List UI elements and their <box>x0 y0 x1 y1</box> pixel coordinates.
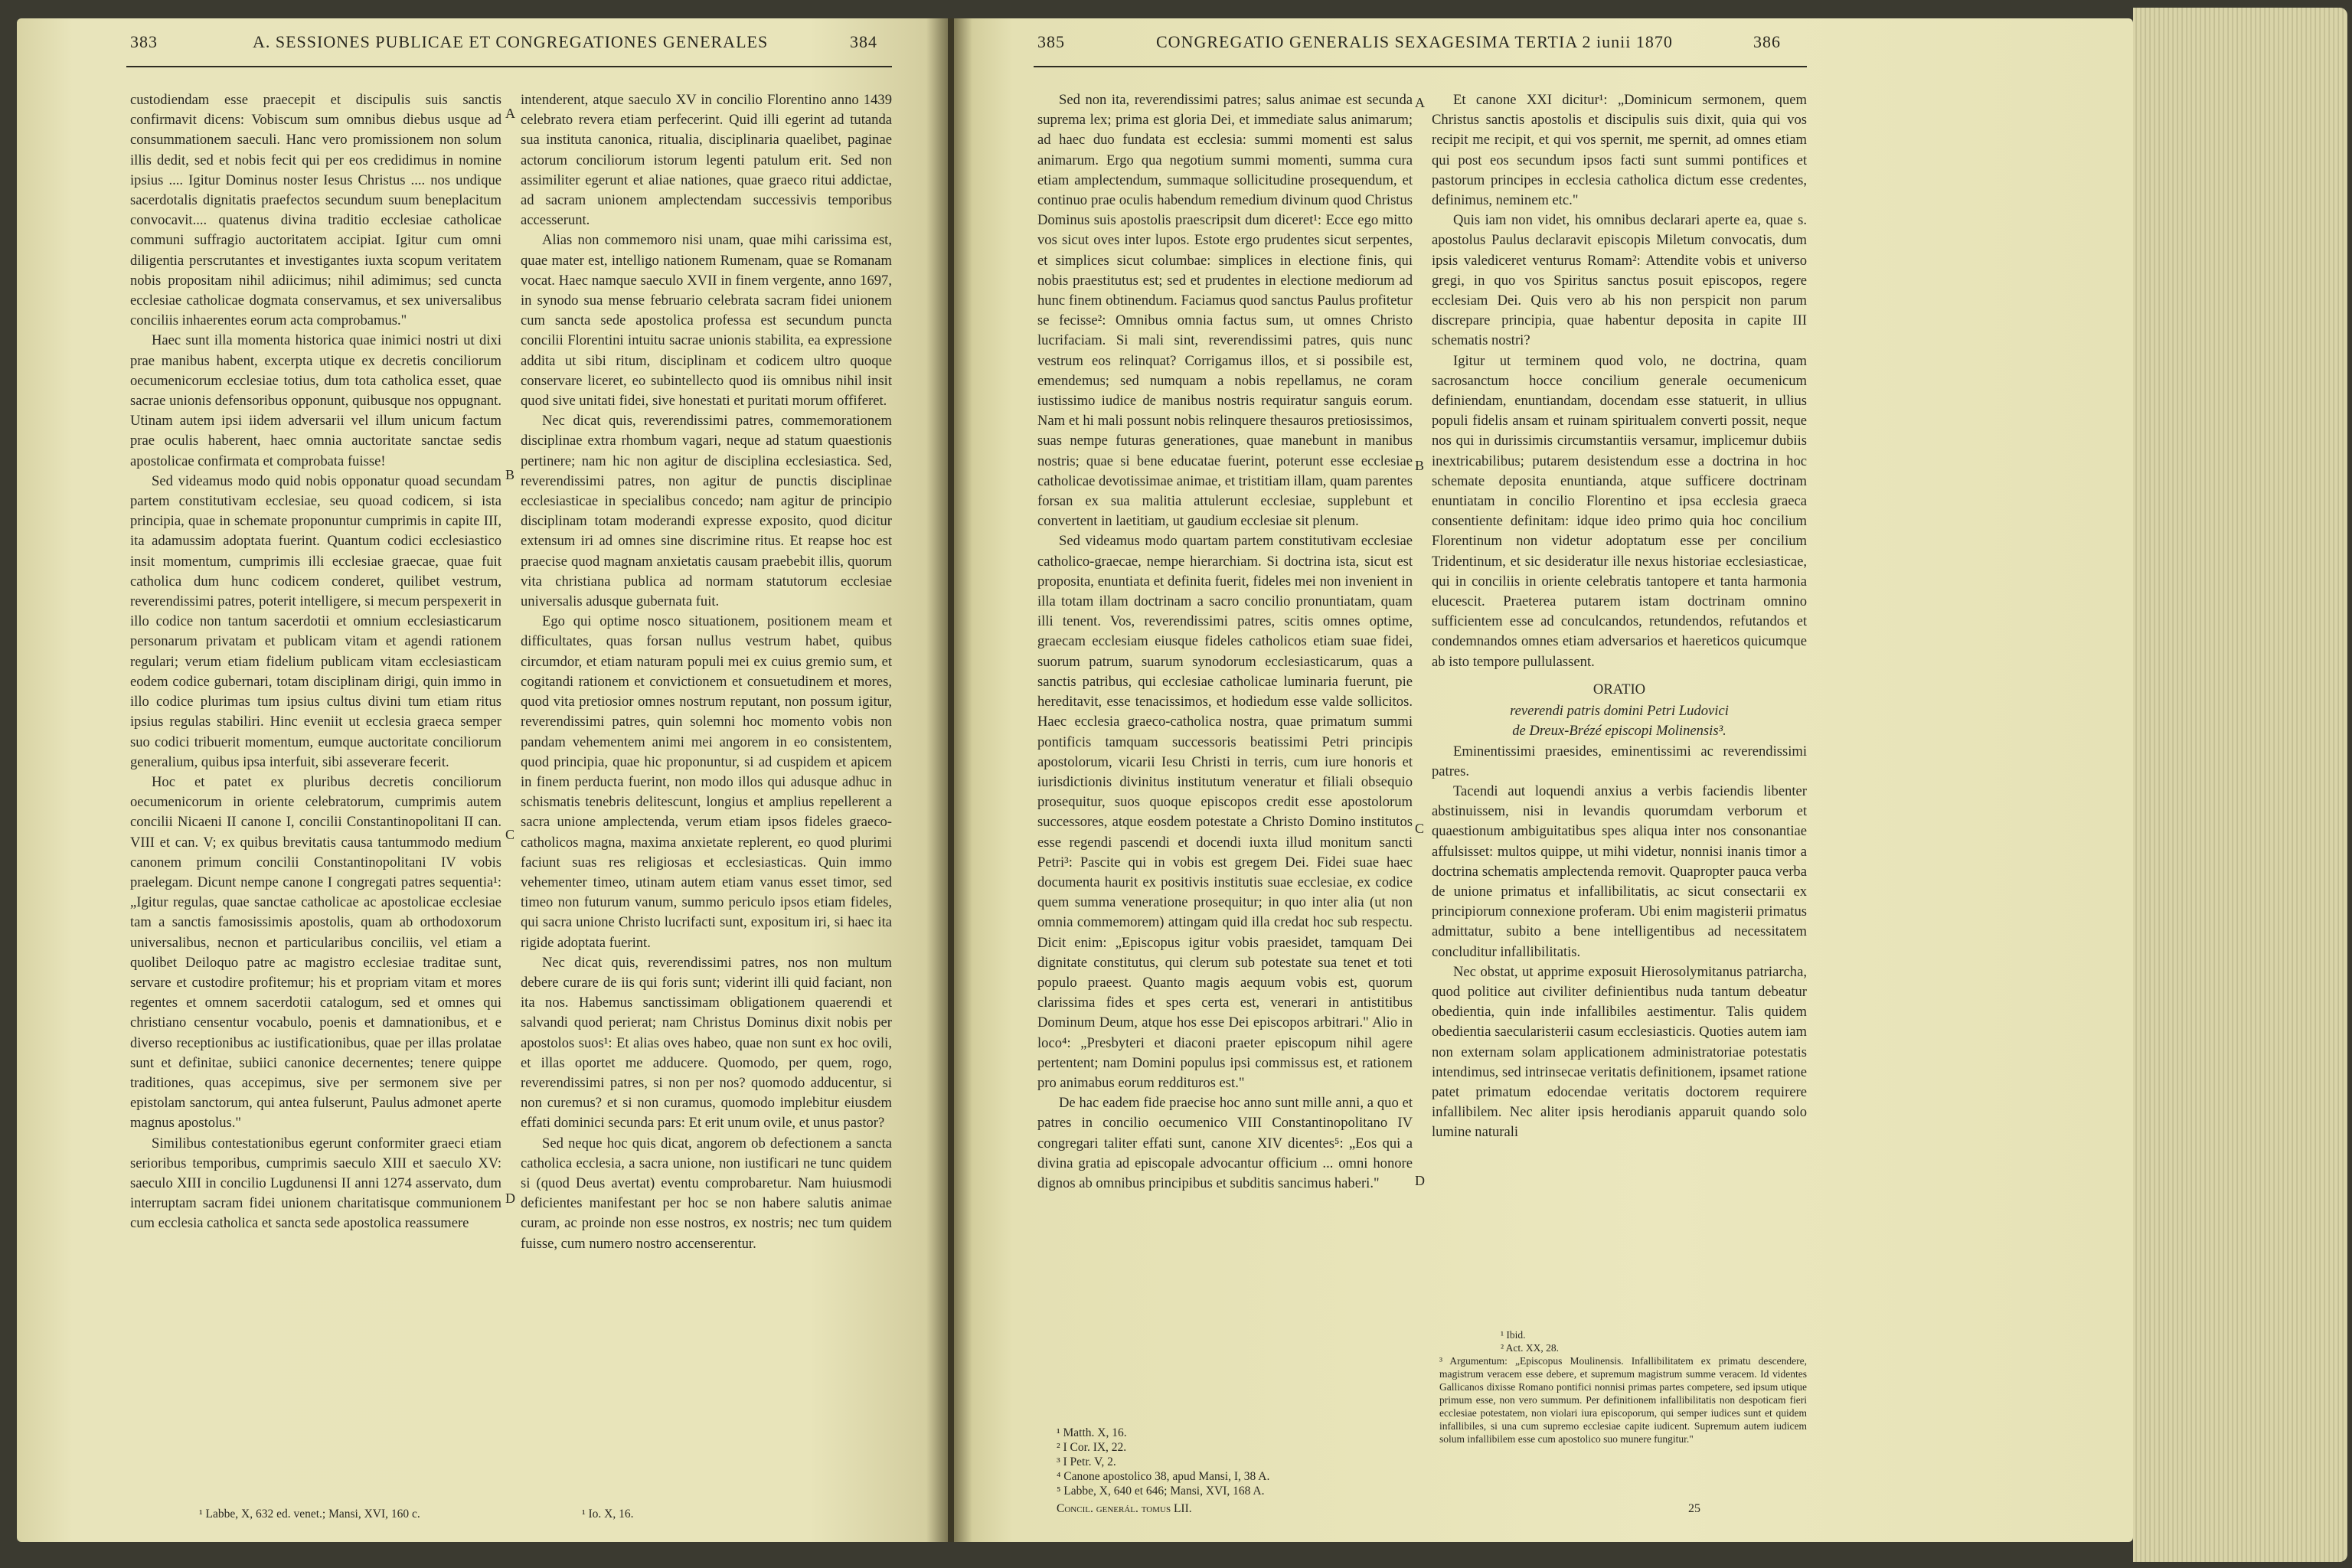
left-page-number-inner: 384 <box>850 32 877 51</box>
signature-page-number: 25 <box>1688 1502 1700 1515</box>
footnote: ² I Cor. IX, 22. <box>1057 1441 1127 1454</box>
margin-letter-a-left: A <box>505 106 515 121</box>
footnote: ² Act. XX, 28. <box>1501 1342 1560 1354</box>
paragraph: Igitur ut terminem quod volo, ne doctrina, quam sacrosanctum hocce concilium generale oecumenicum definiendam, enuntiandam, docendam esse statuerit, in ullius populi fidelis ansam et ruinam spiritualem converti possit, neque nos qui in durissimis circumstantiis versamur, implicemur dubiis inextricabilibus; putarem desistendum esse a doctrina in hoc schemate deposita enuntianda, atque sufficere doctrinam enuntiatam in concilio Florentino et ipsa ecclesia graeca consentiente definitam: idque ideo primo quia hoc concilium Florentinum non videtur adoptatum esse per concilium Tridentinum, et sic desideratur ille nexus historiae ecclesiasticae, qui in conciliis in oriente celebratis tantopere et tanta harmonia elucescit. Praeterea putarem istam doctrinam omnino sufficientem esse ad conculcandos, retundendos, refutandos et condemnandos omnes etiam adversarios et haereticos quicumque ab isto tempore pullulassent. <box>1432 352 1807 670</box>
paragraph: Sed videamus modo quartam partem constitutivam ecclesiae catholico-graecae, nempe hierarchiam. Si doctrina ista, sicut est proposita, enuntiata et definita fuerit, fideles mei non invenient in illa totam illam doctrinam a sacro concilio pronuntiatam, quam illi tenent. Vos, reverendissimi patres, scitis omnes optime, graecam ecclesiam eiusque fideles catholicos etiam suae fidei, suorum patrum, suarum synodorum ecclesiasticarum, quas a sanctis patribus, qui ecclesiae catholicae luminaria fuerunt, pie hereditavit, esse tenacissimos, et hodiedum esse valde sollicitos. Haec ecclesia graeco-catholica nostra, quae primatum summi pontificis tamquam successoris beatissimi Petri principis apostolorum, vicarii Iesu Christi in terris, cum iure honoris et iurisdictionis divinitus institutum veneratur et filiali obsequio prosequitur, suos quoque episcopos credit esse apostolorum successores, atque eosdem potestate a Christo Domino institutos esse regendi pascendi et docendi iuxta illud monitum sancti Petri³: Pascite qui in vobis est gregem Dei. Fidei suae haec documenta haurit ex positivis institutis suae ecclesiae, ex codice quem summa veneratione prosequitur; in quo inter alia (ut non omnia commemorem) attingam quid illa credat hoc sub respectu. Dicit enim: „Episcopus igitur vobis praesidet, tamquam Dei dignitate constitutus, qui clerum sub potestate sua tenet et toti populo praeest. Quanto magis aequum vobis est, quorum clarissima fides et spes certa est, venerari in antistitibus Dominum Deum, atque hos esse Dei episcopos arbitrari." Alio in loco⁴: „Presbyteri et diaconi praeter episcopum nihil agere pertentent; nam Domini populus ipsi commissus est, et rationem pro animabus eorum reddituros est." <box>1037 533 1413 1091</box>
margin-letter-b-left: B <box>505 467 515 482</box>
margin-letter-c-left: C <box>505 827 515 842</box>
footnote: ¹ Matth. X, 16. <box>1057 1426 1127 1439</box>
margin-letter-d-left: D <box>505 1191 515 1206</box>
margin-letter-d-right: D <box>1415 1173 1425 1188</box>
left-running-head: A. SESSIONES PUBLICAE ET CONGREGATIONES GENERALES <box>253 32 769 51</box>
paragraph: Hoc et patet ex pluribus decretis conciliorum oecumenicorum in oriente celebratorum, cumprimis autem concilii Nicaeni II canone I, concilii Constantinopolitani II can. VIII et can. V; ex quibus brevitatis causa tantummodo medium canonem primum concilii Constantinopolitani IV vobis praelegam. Dicunt nempe canone I congregati patres sequentia¹: „Igitur regulas, quae sanctae catholicae ac apostolicae ecclesiae tam a sanctis famosissimis apostolis, quam ab orthodoxorum universalibus, necnon et particularibus conciliis, vel etiam a quolibet Deiloquo patre ac magistro ecclesiae traditae sunt, servare et custodire profitemur; his et propriam vitam et mores regentes et omnem sacerdotii catalogum, sed et omnes qui christiano censentur vocabulo, poenis et damnationibus, et e diverso receptionibus ac iustificationibus, quae per illas prolatae sunt et definitae, subiici canonice decernentes; tenere quippe traditiones, quas accepimus, sive per sermonem sive per epistolam sanctorum, qui antea fulserunt, Paulus admonet aperte magnus apostolus." <box>130 773 501 1132</box>
footnote: ⁴ Canone apostolico 38, apud Mansi, I, 38 A. <box>1057 1470 1270 1483</box>
right-header-rule <box>1034 66 1807 67</box>
paragraph: Haec sunt illa momenta historica quae inimici nostri ut dixi prae manibus habent, excerpta utique ex decretis conciliorum oecumenicorum ecclesiae totius, dum tota catholica esset, quae sacrae unionis defensoribus opponunt, quibusque nos oppugnant. Utinam autem ipsi iidem adversarii vel illum unicum factum prae oculis haberent, haec omnia auctoritate sanctae sedis apostolicae confirmata et comprobata fuisse! <box>130 332 501 469</box>
paragraph: Alias non commemoro nisi unam, quae mihi carissima est, quae mater est, intelligo nationem Rumenam, quae se Romanam vocat. Haec namque saeculo XVII in finem vergente, anno 1697, in synodo sua mense februario celebrata sacram fidei unionem cum sancta sede apostolica professa est secundum puncta concilii Florentini intuitu sacrae unionis stabilita, ea expressione addita ut sibi ritum, disciplinam et codicem ultro quoque conservare liceret, eo subintellecto quod iis omnibus nihil insit quod sive unitati fidei, sive honestati et puritati morum offiferet. <box>521 232 892 410</box>
paragraph: Sed videamus modo quid nobis opponatur quoad secundam partem constitutivam ecclesiae, seu quoad codicem, si ista principia, quae in schemate proponuntur cumprimis in capite III, ita adamussim adoptata fuerint. Quantum codici ecclesiastico insit momentum, cumprimis illi ecclesiae graecae, quae fuit catholica dum hunc codicem conderet, quilibet vestrum, reverendissimi patres, poterit intelligere, si mecum perspexerit in illo codice non tantum sacerdotii et omnium ecclesiasticarum personarum privatam et publicam vitam et agendi rationem regulari; verum etiam fidelium publicam vitam ecclesiasticam eodem codice gubernari, totam disciplinam dirigi, quin immo in illo codice plurimas tum ipsius cultus divini tum etiam ritus ipsius regulas stabiliri. Hinc eveniit ut ecclesia graeca semper suo codici tribuerit momentum, eumque auctoritate conciliorum generalium, quibus ipsa interfuit, sibi asseverare fecerit. <box>130 472 501 770</box>
paragraph: Nec dicat quis, reverendissimi patres, nos non multum debere curare de iis qui foris sunt; viderint illi quid faciant, non ita nos. Habemus sanctissimam obligationem quaerendi et salvandi quod perierat; nam Christus Dominus dixit nobis per apostolos suos¹: Et alias oves habeo, quae non sunt ex hoc ovili, et illas oportet me adducere. Quomodo, per quem, rogo, reverendissimi patres, si non per nos? quomodo adducentur, si non curemus? et si non curamus, quomodo implebitur eiusdem effati dominici secunda pars: Et erit unum ovile, et unus pastor? <box>521 954 892 1132</box>
paragraph: Eminentissimi praesides, eminentissimi ac reverendissimi patres. <box>1432 743 1807 779</box>
paragraph: Sed non ita, reverendissimi patres; salus animae est secunda suprema lex; prima est gloria Dei, et immediate salus animarum; ad haec duo fundata est ecclesia: summi momenti est salus animarum. Ergo qua negotium summi momenti, summa cura etiam amplectendum, summaque sollicitudine prosequendum, et continuo prae oculis habendum remedium divinum quod Christus Dominus suis apostolis praescripsit dum diceret¹: Ecce ego mitto vos sicut oves inter lupos. Estote ergo prudentes sicut serpentes, et simplices sicut columbae: simplices in electione finis, qui nobis praestitutus est; sed et prudentes in electione mediorum ad hunc finem obtinendum. Faciamus quod sanctus Paulus profitetur se fecisse²: Omnibus omnia factus sum, ut omnes Christo lucrifaciam. Si mali sint, reverendissimi patres, quis nunc vestrum eos relinquat? Corrigamus illos, et si possibile est, emendemus; sed numquam a nobis repellamus, ne coram iustissimo iudice de manibus nostris requiratur sanguis eorum. Nam et hi mali possunt nobis relinquere thesauros pretiosissimos, suas nempe futuras generationes, quae manebunt in manibus nostris; quae si bene educatae fuerint, poterunt esse ecclesiae catholicae devotissimae animae, et tristitiam illam, quam parentes forsan ex sua malitia attulerunt ecclesiae, supplebunt et convertent in laetitiam, ut gaudium ecclesiae sit plenum. <box>1037 92 1413 530</box>
footnote: ¹ Ibid. <box>1501 1329 1526 1341</box>
paragraph: Ego qui optime nosco situationem, positionem meam et difficultates, quas forsan nullus vestrum habet, quibus circumdor, et etiam naturam populi mei ex cuius gremio sum, et cogitandi rationem et convictionem et consuetudinem et mores, quod vita pretiosior omnes nostrum reputant, non possum igitur, reverendissimi patres, quin solemni hoc momento vobis non pandam vehementem animi mei angorem in eo consistentem, quod principia, quae hic proponuntur, si ad cuspidem et apicem in finem perducta fuerint, non modo illos qui adusque adhuc in schismatis tenebris delitescunt, longius et amplius repellerent a sacra unione amplectenda, verum etiam ipsos fideles graeco-catholicos magna, maxima anxietate replerent, eo quod plurimi faciunt suas res religiosas et ecclesiasticas. Quin immo vehementer timeo, utinam autem etiam vanus esset timor, sed timeo non futurum vanum, summo periculo ipsos etiam fideles, qui sacra unione Christo lucrifacti sunt, expositum iri, si haec ita rigide adoptata fuerint. <box>521 613 892 951</box>
left-column-1 <box>130 90 501 1234</box>
book-gutter <box>926 18 972 1542</box>
footnote: ³ I Petr. V, 2. <box>1057 1455 1116 1468</box>
oratio-subtitle-1: reverendi patris domini Petri Ludovici <box>1510 703 1729 720</box>
right-column-1-footnotes <box>1057 1426 1409 1516</box>
margin-letter-b-right: B <box>1415 458 1425 473</box>
left-column-1-footnote: ¹ Labbe, X, 632 ed. venet.; Mansi, XVI, 160 c. <box>199 1508 420 1521</box>
right-page-number-outer: 386 <box>1753 32 1781 51</box>
footnote: ⁵ Labbe, X, 640 et 646; Mansi, XVI, 168 A. <box>1057 1485 1265 1498</box>
right-column-2 <box>1432 90 1807 1143</box>
right-column-2-footnotes <box>1439 1328 1807 1446</box>
footnote: ³ Argumentum: „Episcopus Moulinensis. Infallibilitatem ex primatu descendere, magistrum veracem esse debere, et supremum magistrum summe veracem. Id videntes Gallicanos dixisse Romano pontifici nonnisi primas partes competere, sed ipsum utique primum esse, non vero summum. Per definitionem infallibilitatis non despoticam fieri ecclesiae potestatem, non violari iura episcoporum, qui semper iudices sunt et quidem infallibiles, si una cum supremo ecclesiae capite iudicent. Supremum autem iudicem solum infallibilem esse cum apostolico suo munere fungitur." <box>1439 1355 1807 1445</box>
right-page-number-inner: 385 <box>1037 32 1065 51</box>
right-column-1 <box>1037 90 1413 1194</box>
paragraph: Et canone XXI dicitur¹: „Dominicum sermonem, quem Christus sanctis apostolis et discipulis suis dixit, quia qui vos recipit me recipit, et qui vos spernit, me spernit, ad omnes etiam qui post eos secundum ipsos facti sunt summi pontifices et pastorum principes in ecclesia catholica dictum esse credentes, definimus, neminem etc." <box>1432 92 1807 209</box>
paragraph: Sed neque hoc quis dicat, angorem ob defectionem a sancta catholica ecclesia, a sacra unione, non iustificari ne tunc quidem si (quod Deus avertat) eventu comprobaretur. Nam huiusmodi deficientes manifestant per hoc se non habere salutis animae curam, ac proinde non esse nostros, ex nostris; nec tum quidem fuisse, cum numero nostro accenserentur. <box>521 1135 892 1252</box>
right-running-head: CONGREGATIO GENERALIS SEXAGESIMA TERTIA 2 iunii 1870 <box>1156 32 1673 51</box>
paragraph: custodiendam esse praecepit et discipulis suis sanctis confirmavit dicens: Vobiscum sum omnibus diebus usque ad consummationem saeculi. Hanc vero promissionem non solum illis dedit, sed et nobis fecit qui per eos credidimus in nomine ipsius .... Igitur Dominus noster Iesus Christus .... nos undique sacerdotalis dignitatis praefectos secundum suum beneplacitum convocavit.... quatenus divina traditio ecclesiae catholicae communi suffragio auctoritatem accipiat. Igitur cum omni diligentia perscrutantes et investigantes iuxta scopum veritatem nobis propositam nihil adiicimus; nihil adimimus; sed cuncta ecclesiae catholicae dogmata conservamus, et sex universalibus conciliis inhaerentes eorum acta comprobamus." <box>130 92 501 329</box>
page-edges <box>2133 8 2347 1562</box>
paragraph: Nec obstat, ut apprime exposuit Hierosolymitanus patriarcha, quod politice aut civiliter definientibus nuda tantum debeatur obedientia, quin inde infallibiles aestimentur. Talis quidem obedientia saecularisterii casum ecclesiasticis. Quoties autem iam non externam solam applicationem administratoriae potestatis intendimus, sed intrinsecae veritatis definitionem, ipsamet ratione patet primatum edocendae veritatis doctorem requirere infallibilem. Nec aliter ipsis herodianis apparuit quando solo lumine naturali <box>1432 963 1807 1141</box>
left-column-2-footnote: ¹ Io. X, 16. <box>582 1508 634 1521</box>
signature-line: Concil. generál. tomus LII. <box>1057 1502 1192 1515</box>
left-header-rule <box>126 66 892 67</box>
paragraph: Nec dicat quis, reverendissimi patres, commemorationem disciplinae extra rhombum vagari, neque ad statum quaestionis pertinere; nam hic non agitur de disciplina ecclesiastica. Sed, reverendissimi patres, non agitur de punctis disciplinae ecclesiasticae in specialibus concedo; nam agitur de principio disciplinam totam moderandi expresse exposito, quod dicitur extensum iri ad omnes sine discrimine ritus. Et reapse hoc est praecise quod magnam anxietatis causam praebebit illis, quorum vita christiana publica ad normam statutorum ecclesiae universalis adusque gubernata fuit. <box>521 413 892 610</box>
paragraph: intenderent, atque saeculo XV in concilio Florentino anno 1439 celebrato revera etiam perfecerint. Quid illi egerint ad tutanda sua instituta canonica, ritualia, disciplinaria quaelibet, paginae actorum conciliorum istorum legenti patulum erit. Sed non assimiliter egerunt et aliae nationes, quae graeco ritui addictae, ad sacram unionem amplectendam successivis temporibus accesserunt. <box>521 92 892 229</box>
oratio-subtitle-2: de Dreux-Brézé episcopi Molinensis³. <box>1512 723 1726 740</box>
left-column-2 <box>521 90 892 1254</box>
oratio-title: ORATIO <box>1592 681 1646 697</box>
margin-letter-a-right: A <box>1415 95 1425 110</box>
paragraph: De hac eadem fide praecise hoc anno sunt mille anni, a quo et patres in concilio oecumenico VIII Constantinopolitano IV congregari taliter effati sunt, canone XIV dicentes⁵: „Eos qui a divina gratia ad episcopale advocantur officium ... omni honore dignos ab omnibus principibus et subditis sancimus haberi." <box>1037 1095 1413 1191</box>
margin-letter-c-right: C <box>1415 821 1425 836</box>
paragraph: Similibus contestationibus egerunt conformiter graeci etiam serioribus temporibus, cumprimis saeculo XIII et saeculo XV: saeculo XIII in concilio Lugdunensi II anni 1274 asservato, dum interruptam sacram fidei unionem charitatisque communionem cum ecclesia catholica et sancta sede apostolica reassumere <box>130 1135 501 1232</box>
paragraph: Quis iam non videt, his omnibus declarari aperte ea, quae s. apostolus Paulus declaravit episcopis Miletum convocatis, dum ipsis valediceret venturus Romam²: Attendite vobis et universo gregi, in quo vos Spiritus sanctus posuit episcopos, regere ecclesiam Dei. Quis vero ab his non perspicit non parum discrepare principia, quae habentur deposita in capite III schematis nostri? <box>1432 212 1807 349</box>
left-page-number-outer: 383 <box>130 32 158 51</box>
paragraph: Tacendi aut loquendi anxius a verbis faciendis libenter abstinuissem, nisi in levandis quorumdam verborum et quaestionum ambiguitatibus spes aliqua inter nos consonantiae affulsisset: multos quippe, ut mihi videtur, nonnisi inanis timor a doctrina schematis amplectenda removit. Quapropter pauca verba de unione primatus et infallibilitatis, ac sicut consectarii ex principiorum connexione proferam. Ubi enim magisterii primatus admittatur, subito a bene intelligentibus ad necessitatem concluditur infallibilitatis. <box>1432 782 1807 960</box>
